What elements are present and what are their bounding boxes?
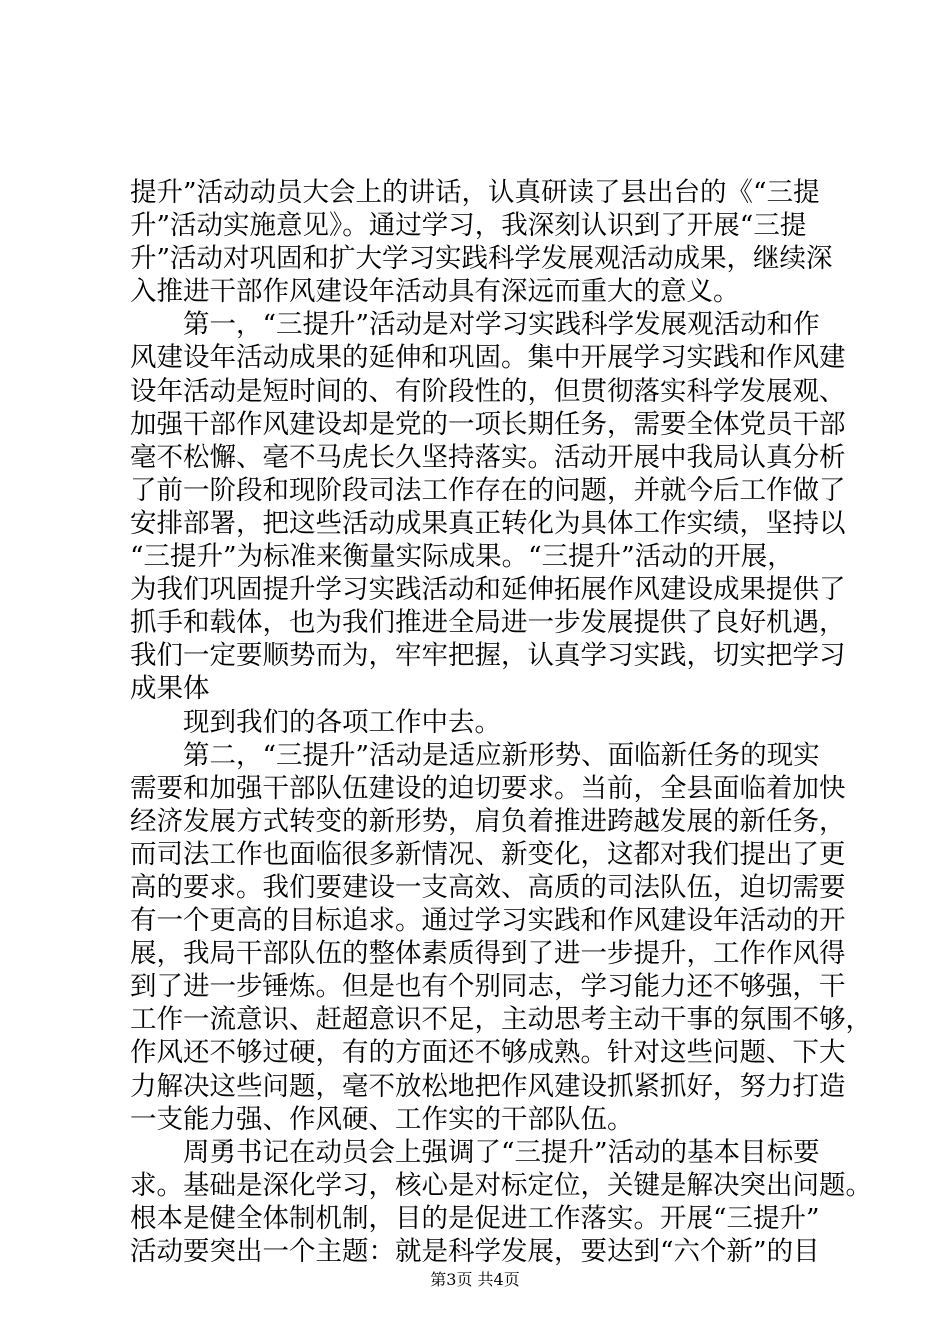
text-line: 力解决这些问题，毫不放松地把作风建设抓紧抓好，努力打造 [130,1070,846,1102]
text-line: 活动要突出一个主题：就是科学发展，要达到“六个新”的目 [130,1236,820,1267]
text-line: 一支能力强、作风硬、工作实的干部队伍。 [130,1103,634,1135]
text-line: 根本是健全体制机制，目的是促进工作落实。开展“三提升” [130,1202,820,1234]
text-line: 我们一定要顺势而为，牢牢把握，认真学习实践，切实把学习 [130,640,846,672]
text-line: 安排部署，把这些活动成果真正转化为具体工作实绩，坚持以 [130,507,846,539]
text-line: 第二，“三提升”活动是适应新形势、面临新任务的现实 [130,739,820,771]
text-line: 经济发展方式转变的新形势，肩负着推进跨越发展的新任务， [130,805,846,837]
text-line: 现到我们的各项工作中去。 [130,706,501,738]
text-line: 为我们巩固提升学习实践活动和延伸拓展作风建设成果提供了 [130,574,846,606]
text-line: 工作一流意识、赶超意识不足，主动思考主动干事的氛围不够， [130,1004,872,1036]
text-line: 需要和加强干部队伍建设的迫切要求。当前，全县面临着加快 [130,772,846,804]
page-footer [0,1270,950,1290]
text-line: 了前一阶段和现阶段司法工作存在的问题，并就今后工作做了 [130,474,846,506]
text-line: 毫不松懈、毫不马虎长久坚持落实。活动开展中我局认真分析 [130,441,846,473]
text-line: 提升”活动动员大会上的讲话，认真研读了县出台的《“三提 [130,177,820,208]
text-line: 加强干部作风建设却是党的一项长期任务，需要全体党员干部 [130,408,846,440]
text-line: “三提升”为标准来衡量实际成果。“三提升”活动的开展， [130,541,794,573]
text-line: 而司法工作也面临很多新情况、新变化，这都对我们提出了更 [130,838,846,870]
text-line: 作风还不够过硬，有的方面还不够成熟。针对这些问题、下大 [130,1037,846,1069]
text-line: 成果体 [130,673,210,705]
body-text [130,176,872,1268]
text-line: 升”活动对巩固和扩大学习实践科学发展观活动成果，继续深 [130,243,833,275]
page-number-label: 第3页 共4页 [430,1270,520,1289]
text-line: 设年活动是短时间的、有阶段性的，但贯彻落实科学发展观、 [130,375,846,407]
text-line: 第一，“三提升”活动是对学习实践科学发展观活动和作 [130,309,820,341]
text-line: 入推进干部作风建设年活动具有深远而重大的意义。 [130,276,740,308]
text-line: 展，我局干部队伍的整体素质得到了进一步提升，工作作风得 [130,938,846,970]
text-line: 抓手和载体，也为我们推进全局进一步发展提供了良好机遇， [130,607,846,639]
text-line: 到了进一步锤炼。但是也有个别同志，学习能力还不够强，干 [130,971,846,1003]
text-line: 有一个更高的目标追求。通过学习实践和作风建设年活动的开 [130,905,846,937]
text-line: 周勇书记在动员会上强调了“三提升”活动的基本目标要 [130,1136,820,1168]
text-line: 升”活动实施意见》。通过学习，我深刻认识到了开展“三提 [130,210,807,242]
text-line: 风建设年活动成果的延伸和巩固。集中开展学习实践和作风建 [130,342,846,374]
text-line: 求。基础是深化学习，核心是对标定位，关键是解决突出问题。 [130,1169,872,1201]
text-line: 高的要求。我们要建设一支高效、高质的司法队伍，迫切需要 [130,871,846,903]
